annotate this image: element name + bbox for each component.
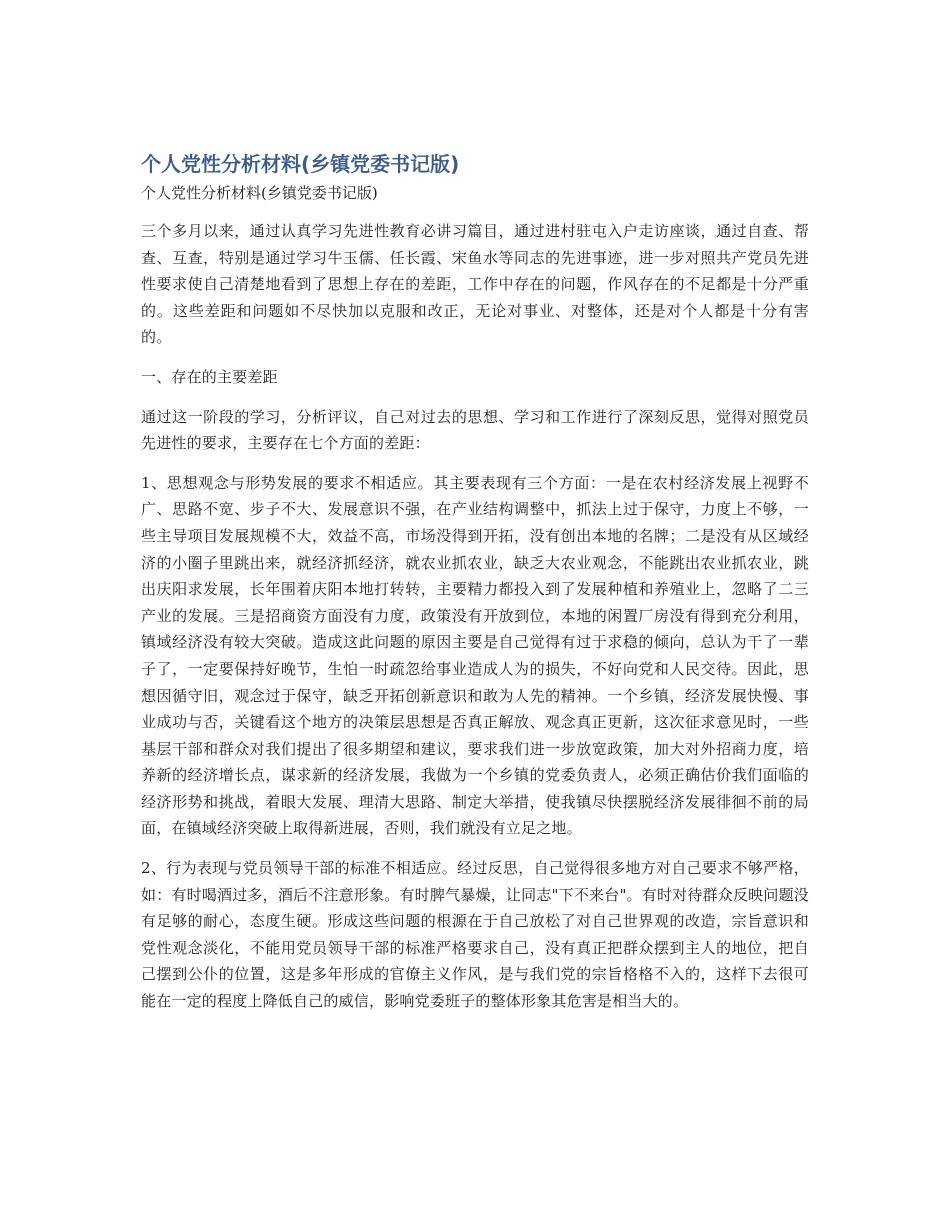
paragraph-gap-1: 1、思想观念与形势发展的要求不相适应。其主要表现有三个方面：一是在农村经济发展上视野不广、思路不宽、步子不大、发展意识不强，在产业结构调整中，抓法上过于保守，力度上不够，一些主导项目发展规模不大，效益不高，市场没得到开拓，没有创出本地的名牌；二是没有从区域经济的小圈子里跳出来，就经济抓经济，就农业抓农业，缺乏大农业观念，不能跳出农业抓农业，跳出庆阳求发展，长年围着庆阳本地打转转，主要精力都投入到了发展种植和养殖业上，忽略了二三产业的发展。三是招商资方面没有力度，政策没有开放到位，本地的闲置厂房没有得到充分利用，镇域经济没有较大突破。造成这此问题的原因主要是自己觉得有过于求稳的倾向，总认为干了一辈子了，一定要保持好晚节，生怕一时疏忽给事业造成人为的损失，不好向党和人民交待。因此，思想因循守旧，观念过于保守，缺乏开拓创新意识和敢为人先的精神。一个乡镇，经济发展快慢、事业成功与否，关键看这个地方的决策层思想是否真正解放、观念真正更新，这次征求意见时，一些基层干部和群众对我们提出了很多期望和建议，要求我们进一步放宽政策，加大对外招商力度，培养新的经济增长点，谋求新的经济发展，我做为一个乡镇的党委负责人，必须正确估价我们面临的经济形势和挑战，着眼大发展、理清大思路、制定大举措，使我镇尽快摆脱经济发展徘徊不前的局面，在镇域经济突破上取得新进展，否则，我们就没有立足之地。 xyxy=(141,473,809,838)
paragraph-gaps-summary: 通过这一阶段的学习，分析评议，自己对过去的思想、学习和工作进行了深刻反思，觉得对照党员先进性的要求，主要存在七个方面的差距： xyxy=(141,407,809,453)
paragraph-intro: 三个多月以来，通过认真学习先进性教育必讲习篇目，通过进村驻屯入户走访座谈，通过自查、帮查、互查，特别是通过学习牛玉儒、任长霞、宋鱼水等同志的先进事迹，进一步对照共产党员先进性要求使自己清楚地看到了思想上存在的差距，工作中存在的问题，作风存在的不足都是十分严重的。这些差距和问题如不尽快加以克服和改正，无论对事业、对整体，还是对个人都是十分有害的。 xyxy=(141,222,809,347)
document-page xyxy=(141,148,809,1028)
document-subtitle: 个人党性分析材料(乡镇党委书记版) xyxy=(141,184,378,202)
section-heading-gaps: 一、存在的主要差距 xyxy=(141,367,278,386)
paragraph-gap-2: 2、行为表现与党员领导干部的标准不相适应。经过反思，自己觉得很多地方对自己要求不够严格，如：有时喝酒过多，酒后不注意形象。有时脾气暴燥，让同志"下不来台"。有时对待群众反映问题没有足够的耐心，态度生硬。形成这些问题的根源在于自己放松了对自己世界观的改造，宗旨意识和党性观念淡化，不能用党员领导干部的标准严格要求自己，没有真正把群众摆到主人的地位，把自己摆到公仆的位置，这是多年形成的官僚主义作风，是与我们党的宗旨格格不入的，这样下去很可能在一定的程度上降低自己的威信，影响党委班子的整体形象其危害是相当大的。 xyxy=(141,859,809,1011)
document-title: 个人党性分析材料(乡镇党委书记版) xyxy=(141,152,460,176)
